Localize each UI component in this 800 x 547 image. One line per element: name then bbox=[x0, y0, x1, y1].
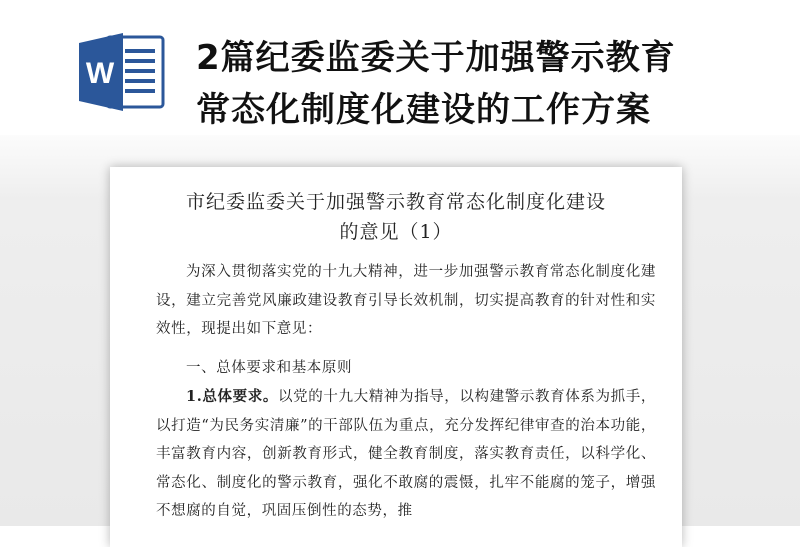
item-text: 以党的十九大精神为指导，以构建警示教育体系为抓手，以打造“为民务实清廉”的干部队伍为重点，充分发挥纪律审查的治本功能，丰富教育内容，创新教育形式，健全教育制度，落实教育责任，以科学化、常态化、制度化的警示教育，强化不敢腐的震慑，扎牢不能腐的笼子，增强不想腐的自觉，巩固压倒性的态势，推 bbox=[156, 389, 656, 519]
document-page-preview bbox=[110, 167, 682, 547]
section-heading: 一、总体要求和基本原则 bbox=[186, 360, 353, 376]
intro-paragraph: 为深入贯彻落实党的十九大精神，进一步加强警示教育常态化制度化建设，建立完善党风廉政建设教育引导长效机制，切实提高教育的针对性和实效性，现提出如下意见： bbox=[156, 264, 656, 337]
item-paragraph bbox=[156, 383, 656, 526]
page-title-line1: 2篇纪委监委关于加强警示教育 bbox=[196, 38, 676, 78]
document-title-line2: 的意见（1） bbox=[339, 221, 453, 243]
item-label: 1.总体要求。 bbox=[186, 388, 278, 405]
page-title-line2: 常态化制度化建设的工作方案 bbox=[196, 90, 651, 130]
document-title-line1: 市纪委监委关于加强警示教育常态化制度化建设 bbox=[185, 191, 606, 213]
word-logo-letter: W bbox=[85, 57, 115, 90]
word-icon bbox=[77, 31, 165, 113]
header-banner bbox=[0, 0, 800, 135]
